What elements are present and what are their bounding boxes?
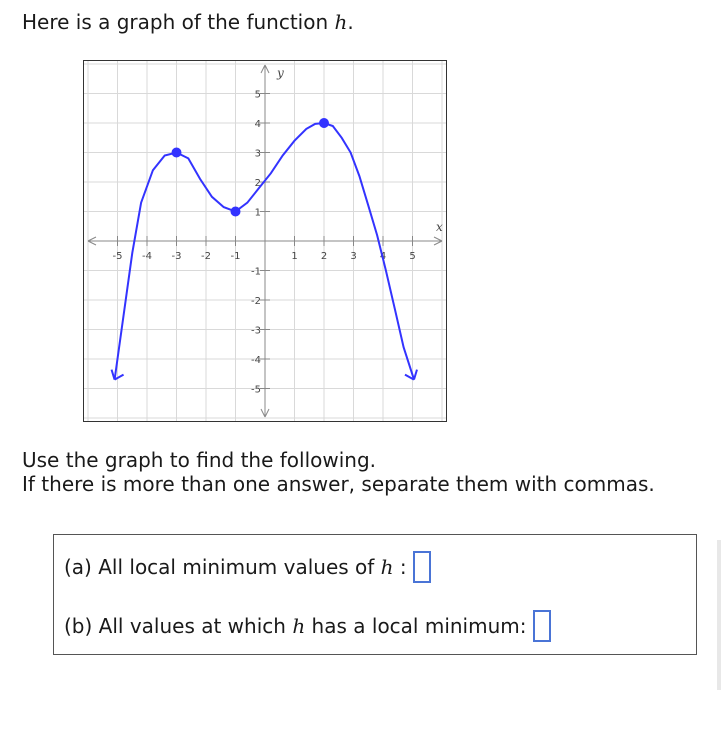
question-a-suffix: : <box>393 555 407 579</box>
question-box <box>53 534 697 655</box>
x-tick-label: 1 <box>291 251 298 262</box>
answer-input-a[interactable] <box>413 551 431 583</box>
curve-point <box>172 148 182 158</box>
answer-input-b[interactable] <box>533 610 551 642</box>
question-b <box>64 610 551 642</box>
intro-text <box>22 10 354 34</box>
question-a-text: All local minimum values of <box>91 555 381 579</box>
x-tick-label: 3 <box>350 251 357 262</box>
question-a <box>64 551 431 583</box>
y-tick-label: -1 <box>251 266 261 278</box>
y-tick-label: -2 <box>251 296 261 307</box>
x-tick-label: -4 <box>142 251 152 262</box>
function-name: h <box>334 10 348 34</box>
x-tick-label: -1 <box>230 251 241 262</box>
instructions-line-2: If there is more than one answer, separate them with commas. <box>22 472 655 496</box>
intro-prefix: Here is a graph of the function <box>22 10 335 34</box>
y-tick-label: 2 <box>254 178 261 189</box>
instructions <box>22 448 655 496</box>
y-tick-label: 3 <box>254 148 261 160</box>
instructions-line-1: Use the graph to find the following. <box>22 448 377 472</box>
question-b-suffix: has a local minimum: <box>305 614 527 638</box>
y-tick-label: 1 <box>254 207 261 219</box>
curve-point <box>231 207 241 217</box>
intro-suffix: . <box>347 10 354 34</box>
curve-point <box>319 118 329 128</box>
x-tick-label: -3 <box>171 251 182 262</box>
x-tick-label: 4 <box>379 251 387 262</box>
scroll-shadow <box>717 540 721 690</box>
x-tick-label: -2 <box>201 251 211 262</box>
y-tick-label: -4 <box>251 355 261 366</box>
function-curve <box>112 123 414 380</box>
y-axis-label: y <box>277 66 284 80</box>
question-b-function: h <box>292 614 306 638</box>
graph <box>83 60 447 422</box>
x-tick-label: -5 <box>112 251 123 262</box>
x-axis-label: x <box>436 220 443 234</box>
y-tick-label: 5 <box>254 89 261 101</box>
y-tick-label: 4 <box>254 119 261 130</box>
y-tick-label: -3 <box>251 325 261 337</box>
question-a-function: h <box>380 555 394 579</box>
y-tick-label: -5 <box>251 384 261 396</box>
graph-svg <box>84 61 446 421</box>
question-b-text: All values at which <box>92 614 293 638</box>
x-tick-label: 2 <box>320 251 328 262</box>
x-tick-label: 5 <box>409 251 416 262</box>
question-a-label: (a) <box>64 555 92 579</box>
question-b-label: (b) <box>64 614 93 638</box>
